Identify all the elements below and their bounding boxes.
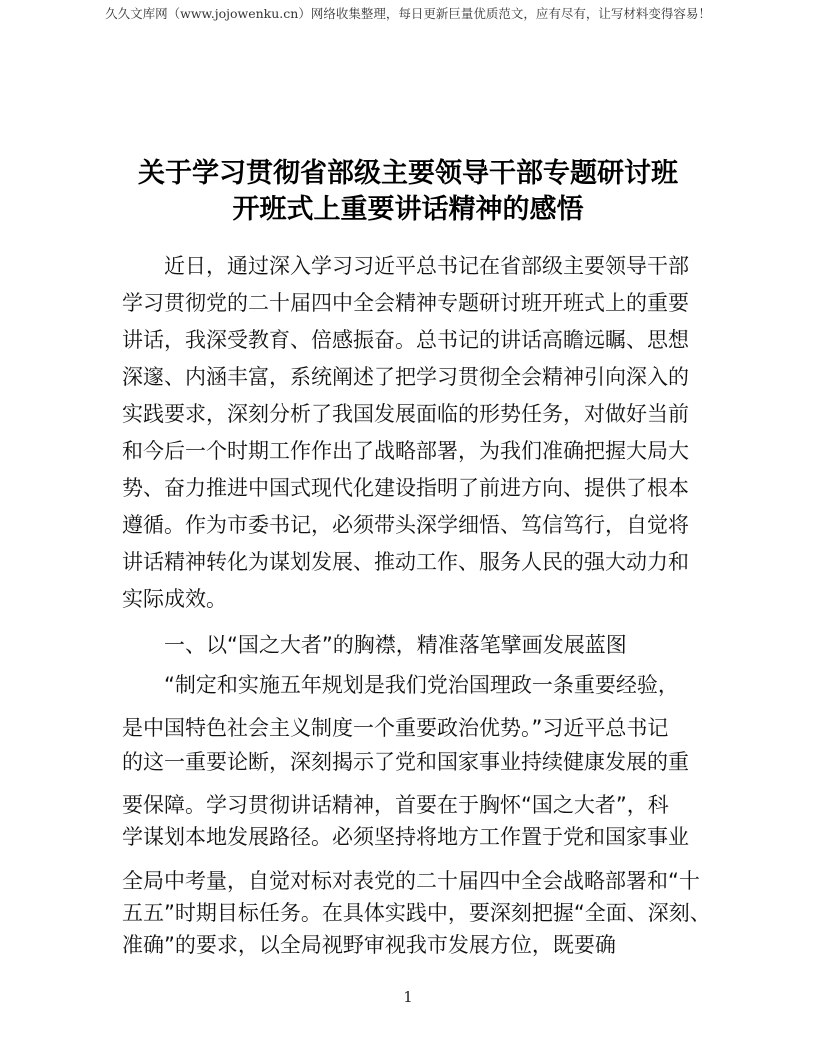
body-line: 实践要求，深刻分析了我国发展面临的形势任务，对做好当前 [122,402,689,426]
title-line-1: 关于学习贯彻省部级主要领导干部专题研讨班 [138,158,678,189]
body-line: 近日，通过深入学习习近平总书记在省部级主要领导干部 [164,254,689,278]
body-line: 五五”时期目标任务。在具体实践中，要深刻把握“全面、深刻、 [122,901,711,925]
body-line: 和今后一个时期工作作出了战略部署，为我们准确把握大局大 [122,439,689,463]
body-line: 势、奋力推进中国式现代化建设指明了前进方向、提供了根本 [122,476,689,500]
body-line: 遵循。作为市委书记，必须带头深学细悟、笃信笃行，自觉将 [122,513,689,537]
body-line: 全局中考量，自觉对标对表党的二十届四中全会战略部署和“十 [122,869,700,893]
body-line: 的这一重要论断，深刻揭示了党和国家事业持续健康发展的重 [122,750,689,774]
body-line: 学习贯彻党的二十届四中全会精神专题研讨班开班式上的重要 [122,291,689,315]
body-line: 讲话，我深受教育、倍感振奋。总书记的讲话高瞻远瞩、思想 [122,328,689,352]
section-heading: 一、以“国之大者”的胸襟，精准落笔擘画发展蓝图 [164,633,627,657]
title-line-2: 开班式上重要讲话精神的感悟 [232,194,584,225]
body-line: 讲话精神转化为谋划发展、推动工作、服务人民的强大动力和 [122,550,689,574]
document-title [60,156,756,228]
body-line: 是中国特色社会主义制度一个重要政治优势。”习近平总书记 [122,716,669,740]
page-number: 1 [403,988,413,1006]
body-line: 准确”的要求，以全局视野审视我市发展方位，既要确 [122,933,616,957]
body-line: 实际成效。 [122,587,227,611]
body-line: 要保障。学习贯彻讲话精神，首要在于胸怀“国之大者”，科 [122,793,669,817]
body-line: 深邃、内涵丰富，系统阐述了把学习贯彻全会精神引向深入的 [122,365,689,389]
site-header-banner: 久久文库网（www.jojowenku.cn）网络收集整理，每日更新巨量优质范文，应有尽有，让写材料变得容易！ [105,6,711,21]
body-line: “制定和实施五年规划是我们党治国理政一条重要经验， [164,673,679,697]
body-line: 学谋划本地发展路径。必须坚持将地方工作置于党和国家事业 [122,825,689,849]
